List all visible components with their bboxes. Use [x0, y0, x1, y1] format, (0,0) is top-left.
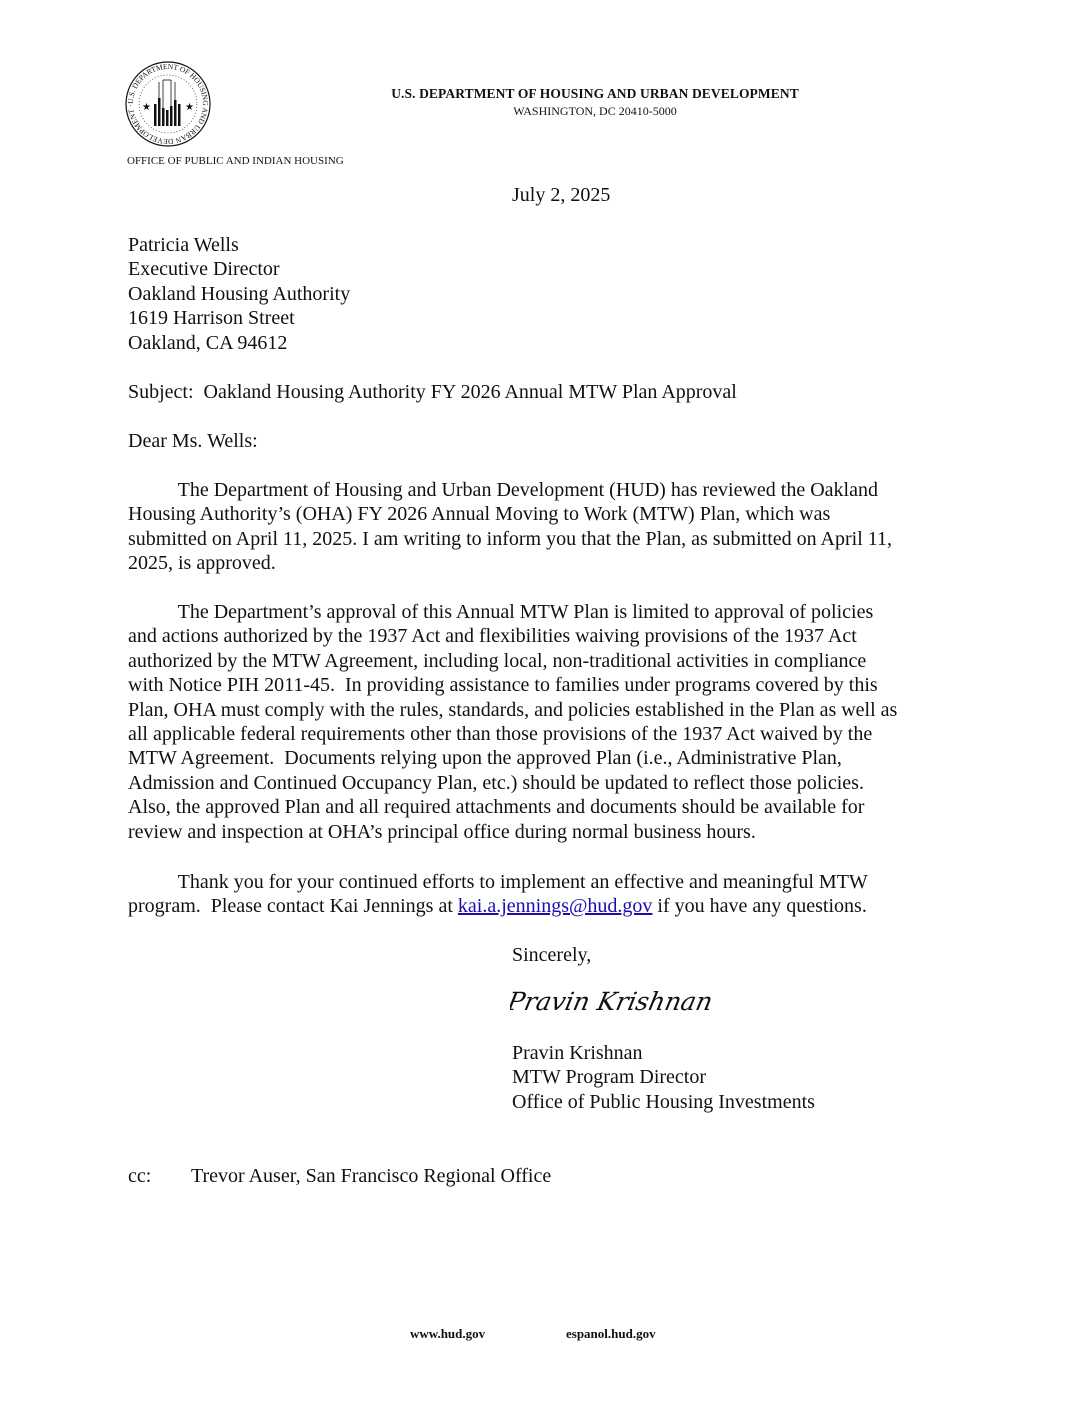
- paragraph-line: Housing Authority’s (OHA) FY 2026 Annual Moving to Work (MTW) Plan, which was: [128, 503, 831, 526]
- department-address: WASHINGTON, DC 20410-5000: [513, 104, 677, 118]
- recipient-organization: Oakland Housing Authority: [128, 282, 351, 305]
- signer-office: Office of Public Housing Investments: [512, 1090, 815, 1113]
- letter-date: July 2, 2025: [512, 184, 611, 206]
- signature-text: Pravin Krishnan: [510, 987, 716, 1016]
- signature-block: [512, 1041, 815, 1114]
- paragraph-approval: [128, 478, 958, 576]
- paragraph-line: authorized by the MTW Agreement, including local, non-traditional activities in compliance: [128, 649, 867, 672]
- contact-email-link[interactable]: kai.a.jennings@hud.gov: [457, 895, 653, 918]
- recipient-name: Patricia Wells: [128, 234, 239, 256]
- paragraph-line: submitted on April 11, 2025. I am writing to inform you that the Plan, as submitted on April 11,: [128, 527, 893, 550]
- paragraph-line: and actions authorized by the 1937 Act and flexibilities waiving provisions of the 1937 Act: [128, 625, 857, 648]
- recipient-title: Executive Director: [128, 258, 280, 281]
- recipient-address: [128, 233, 350, 355]
- paragraph-line: 2025, is approved.: [128, 552, 276, 575]
- svg-text:★: ★: [142, 102, 151, 113]
- cc-recipient: Trevor Auser, San Francisco Regional Office: [191, 1165, 552, 1187]
- signer-title: MTW Program Director: [512, 1066, 707, 1089]
- paragraph-contact: [128, 870, 958, 919]
- paragraph-limitations: [128, 600, 958, 844]
- paragraph-line: MTW Agreement. Documents relying upon the approved Plan (i.e., Administrative Plan,: [128, 747, 842, 770]
- paragraph-line: review and inspection at OHA’s principal office during normal business hours.: [128, 820, 756, 843]
- paragraph-line: The Department of Housing and Urban Development (HUD) has reviewed the Oakland: [128, 479, 878, 501]
- closing: Sincerely,: [512, 944, 592, 966]
- paragraph-line: Admission and Continued Occupancy Plan, etc.) should be updated to reflect those policies.: [128, 771, 864, 794]
- cc-label: cc:: [128, 1165, 152, 1187]
- footer-link-espanol[interactable]: espanol.hud.gov: [566, 1326, 656, 1341]
- paragraph-line: Thank you for your continued efforts to implement an effective and meaningful MTW: [128, 871, 868, 893]
- paragraph-line: with Notice PIH 2011-45. In providing assistance to families under programs covered by this: [128, 674, 878, 697]
- footer-link-hud[interactable]: www.hud.gov: [410, 1326, 486, 1341]
- recipient-city-state-zip: Oakland, CA 94612: [128, 331, 288, 354]
- department-name: U.S. DEPARTMENT OF HOUSING AND URBAN DEVELOPMENT: [391, 86, 799, 101]
- salutation: Dear Ms. Wells:: [128, 430, 258, 452]
- paragraph-line: The Department’s approval of this Annual MTW Plan is limited to approval of policies: [128, 601, 874, 623]
- paragraph-line: [128, 894, 958, 918]
- svg-text:★: ★: [185, 102, 194, 113]
- contact-text-after: if you have any questions.: [652, 895, 867, 918]
- handwritten-signature: [510, 982, 740, 1022]
- recipient-street: 1619 Harrison Street: [128, 307, 295, 330]
- paragraph-line: all applicable federal requirements other than those provisions of the 1937 Act waived by the: [128, 722, 873, 745]
- paragraph-line: Also, the approved Plan and all required attachments and documents should be available for: [128, 796, 865, 819]
- paragraph-line: Plan, OHA must comply with the rules, standards, and policies established in the Plan as well as: [128, 698, 898, 721]
- hud-seal-icon: [124, 60, 212, 148]
- signer-name: Pravin Krishnan: [512, 1042, 643, 1064]
- subject-line: Subject: Oakland Housing Authority FY 2026 Annual MTW Plan Approval: [128, 381, 737, 403]
- contact-text-before: program. Please contact Kai Jennings at: [128, 895, 458, 918]
- svg-text:U.S. DEPARTMENT OF HOUSING AND: U.S. DEPARTMENT OF HOUSING AND URBAN DEVELOPMENT ·: [125, 61, 211, 147]
- office-name: OFFICE OF PUBLIC AND INDIAN HOUSING: [127, 155, 344, 167]
